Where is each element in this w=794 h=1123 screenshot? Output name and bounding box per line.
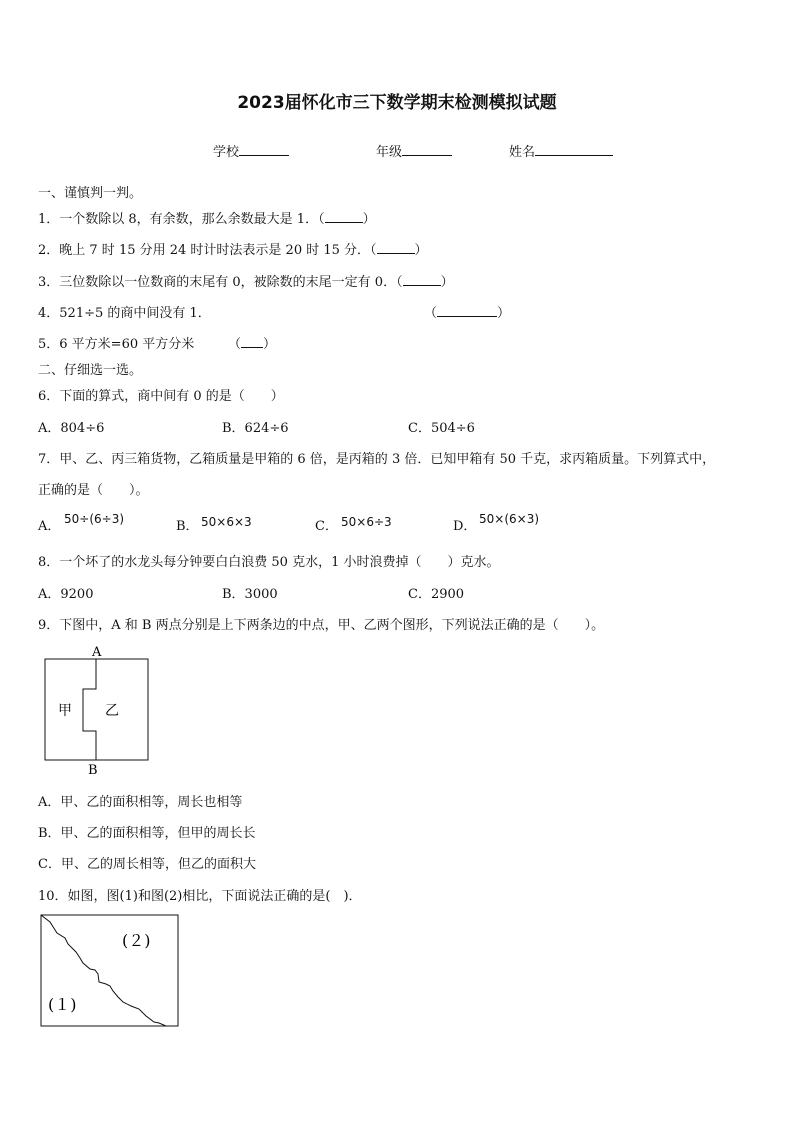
q9-option-a[interactable]: A．甲、乙的面积相等，周长也相等 [38, 795, 243, 810]
q4-open: （ [424, 306, 438, 321]
name-field [509, 141, 613, 160]
q7-option-b[interactable] [176, 515, 199, 534]
q4-close: ） [497, 306, 511, 321]
section2-heading: 二、仔细选一选。 [38, 363, 143, 378]
q3-text: 3．三位数除以一位数商的末尾有 0，被除数的末尾一定有 0．（ [38, 275, 403, 290]
grade-blank[interactable] [402, 143, 452, 156]
q7-option-a[interactable] [38, 515, 60, 534]
q9-figure [38, 642, 158, 780]
q10-figure [38, 912, 183, 1030]
q1-answer-blank[interactable] [325, 211, 363, 223]
q5 [38, 333, 194, 352]
grade-field [376, 141, 452, 160]
q8-option-c[interactable]: C．2900 [408, 587, 465, 602]
q7-option-d[interactable] [453, 515, 476, 534]
q6-option-b[interactable]: B．624÷6 [222, 421, 289, 436]
q2-answer-blank[interactable] [377, 242, 415, 254]
q7-option-d-expr: 50×(6×3) [479, 512, 540, 526]
q3 [38, 271, 454, 290]
q4-text: 4．521÷5 的商中间没有 1． [38, 306, 211, 321]
page-title: 2023届怀化市三下数学期末检测模拟试题 [237, 93, 557, 113]
q6-option-c[interactable]: C．504÷6 [408, 421, 475, 436]
q9-label-a: A [92, 645, 102, 660]
q5-answer-blank[interactable] [241, 336, 263, 348]
q10-label-1: (１) [48, 995, 77, 1014]
grade-label: 年级 [376, 145, 403, 160]
q6-stem: 6．下面的算式，商中间有 0 的是（ ） [38, 389, 284, 404]
q7-option-d-label: D． [453, 519, 477, 534]
school-label: 学校 [213, 145, 240, 160]
q7-option-b-expr: 50×6×3 [201, 515, 252, 529]
q3-answer-blank[interactable] [403, 274, 441, 286]
q5-open: （ [228, 337, 242, 352]
q9-label-b: B [88, 763, 98, 778]
q4-answer [424, 302, 510, 321]
q9-label-yi: 乙 [105, 703, 119, 719]
q8-option-b[interactable]: B．3000 [222, 587, 278, 602]
q2-close: ） [414, 243, 428, 258]
q7-option-c-label: C． [315, 519, 338, 534]
q7-stem-continued: 正确的是（ ）。 [38, 483, 149, 498]
q9-option-c[interactable]: C．甲、乙的周长相等，但乙的面积大 [38, 857, 256, 872]
q7-option-c-expr: 50×6÷3 [341, 515, 392, 529]
q1-text: 1．一个数除以 8，有余数，那么余数最大是 1．（ [38, 212, 325, 227]
q1 [38, 208, 376, 227]
q2 [38, 239, 428, 258]
q8-option-a[interactable]: A．9200 [38, 587, 94, 602]
q4-answer-blank[interactable] [437, 305, 497, 317]
q2-text: 2．晚上 7 时 15 分用 24 时计时法表示是 20 时 15 分．（ [38, 243, 377, 258]
school-field [213, 141, 289, 160]
q3-close: ） [440, 275, 454, 290]
q7-option-a-label: A． [38, 519, 61, 534]
q7-option-c[interactable] [315, 515, 338, 534]
school-blank[interactable] [239, 143, 289, 156]
section1-heading: 一、谨慎判一判。 [38, 186, 143, 201]
q7-stem: 7．甲、乙、丙三箱货物，乙箱质量是甲箱的 6 倍，是丙箱的 3 倍．已知甲箱有 50 千克，求丙箱质量。下列算式中， [38, 452, 716, 467]
q8-stem: 8．一个坏了的水龙头每分钟要白白浪费 50 克水，1 小时浪费掉（ ）克水。 [38, 555, 500, 570]
q1-close: ） [362, 212, 376, 227]
q9-stem: 9．下图中，A 和 B 两点分别是上下两条边的中点，甲、乙两个图形，下列说法正确的是（ ）。 [38, 618, 605, 633]
q5-close: ） [263, 337, 277, 352]
q5-answer [228, 333, 276, 352]
name-label: 姓名 [509, 145, 536, 160]
q5-text: 5．6 平方米=60 平方分米 [38, 337, 195, 352]
q9-label-jia: 甲 [58, 703, 72, 719]
q10-stem: 10．如图，图(1)和图(2)相比，下面说法正确的是( )． [38, 889, 362, 904]
q6-option-a[interactable]: A．804÷6 [38, 421, 105, 436]
q4 [38, 302, 211, 321]
q10-label-2: (２) [122, 931, 151, 950]
name-blank[interactable] [535, 143, 613, 156]
q7-option-a-expr: 50÷(6÷3) [64, 512, 125, 526]
q9-divider-line [83, 659, 96, 760]
q7-option-b-label: B． [176, 519, 199, 534]
q9-option-b[interactable]: B．甲、乙的面积相等，但甲的周长长 [38, 826, 256, 841]
